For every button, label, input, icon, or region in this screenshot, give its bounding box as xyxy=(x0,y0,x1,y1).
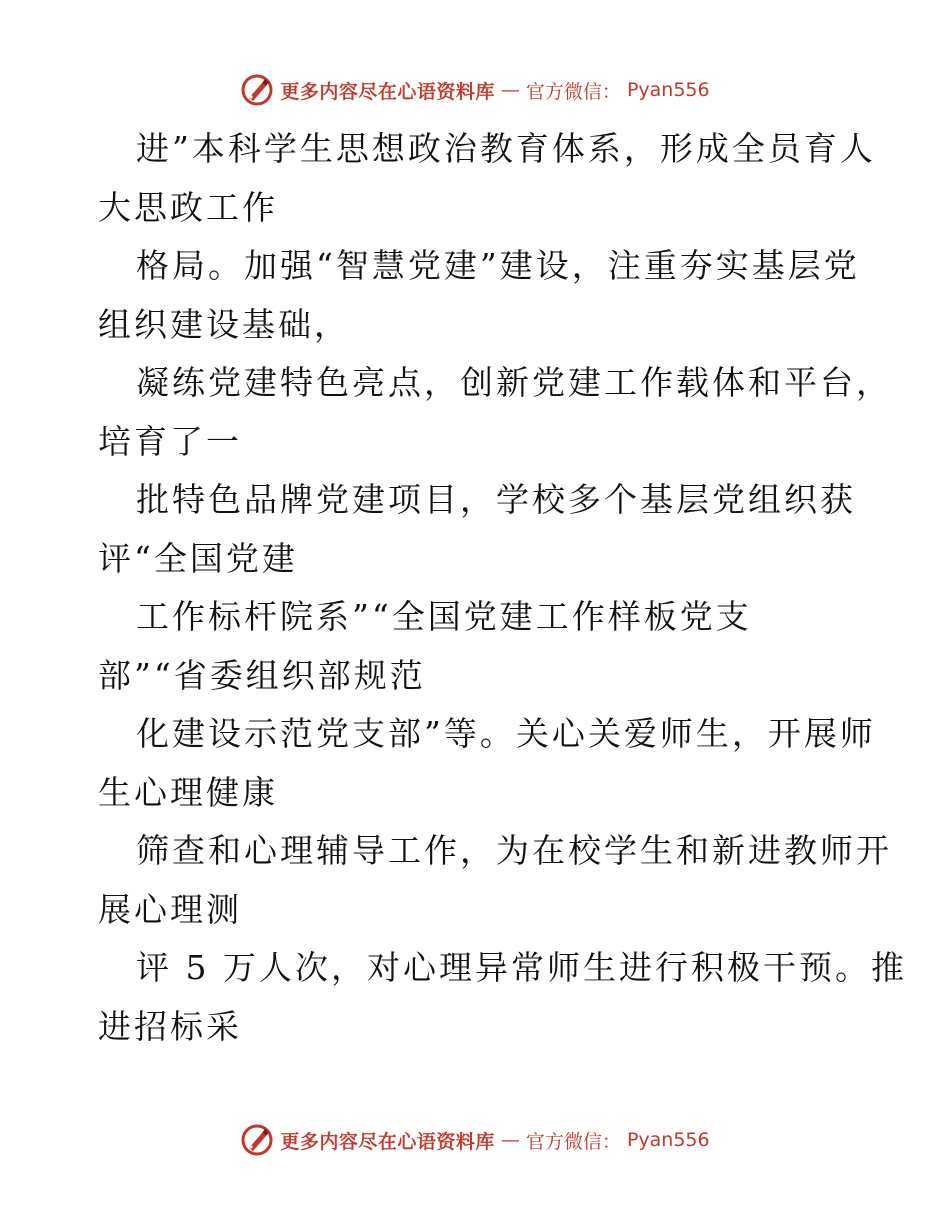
text-line: 组织建设基础， xyxy=(98,304,350,344)
paragraph xyxy=(98,471,878,588)
text-line: 展心理测 xyxy=(98,889,242,929)
paragraph xyxy=(98,120,878,237)
pen-logo-icon xyxy=(240,73,274,107)
watermark-text: 更多内容尽在心语资料库 xyxy=(280,80,495,103)
paragraph xyxy=(98,939,907,1056)
watermark-dash: — xyxy=(500,1129,520,1151)
paragraph xyxy=(98,705,878,822)
text-line: 化建设示范党支部”等。关心关爱师生，开展师 xyxy=(136,714,876,753)
document-body xyxy=(98,120,907,1056)
footer-watermark xyxy=(0,1120,950,1160)
paragraph xyxy=(98,237,878,354)
header-watermark xyxy=(0,70,950,110)
text-line: 评“全国党建 xyxy=(98,538,298,578)
text-line: 培育了一 xyxy=(98,421,242,461)
text-line: 进”本科学生思想政治教育体系，形成全员育人 xyxy=(136,129,876,168)
watermark-contact-label: 官方微信： xyxy=(525,1130,621,1153)
paragraph xyxy=(98,354,892,471)
watermark-contact-label: 官方微信： xyxy=(525,80,621,103)
text-line: 大思政工作 xyxy=(98,187,278,227)
text-line: 格局。加强“智慧党建”建设，注重夯实基层党 xyxy=(136,246,860,285)
text-line: 评 5 万人次，对心理异常师生进行积极干预。推 xyxy=(136,948,907,987)
text-line: 批特色品牌党建项目，学校多个基层党组织获 xyxy=(136,480,856,519)
text-line: 工作标杆院系”“全国党建工作样板党支 xyxy=(136,597,752,636)
paragraph xyxy=(98,822,892,939)
watermark-contact-id: Pyan556 xyxy=(626,1129,710,1151)
paragraph xyxy=(98,588,878,705)
pen-logo-icon xyxy=(240,1123,274,1157)
text-line: 进招标采 xyxy=(98,1006,242,1046)
watermark-text: 更多内容尽在心语资料库 xyxy=(280,1130,495,1153)
text-line: 筛查和心理辅导工作，为在校学生和新进教师开 xyxy=(136,831,892,870)
text-line: 生心理健康 xyxy=(98,772,278,812)
text-line: 凝练党建特色亮点，创新党建工作载体和平台， xyxy=(136,363,892,402)
watermark-dash: — xyxy=(500,79,520,101)
watermark-contact-id: Pyan556 xyxy=(626,79,710,101)
text-line: 部”“省委组织部规范 xyxy=(98,655,426,695)
